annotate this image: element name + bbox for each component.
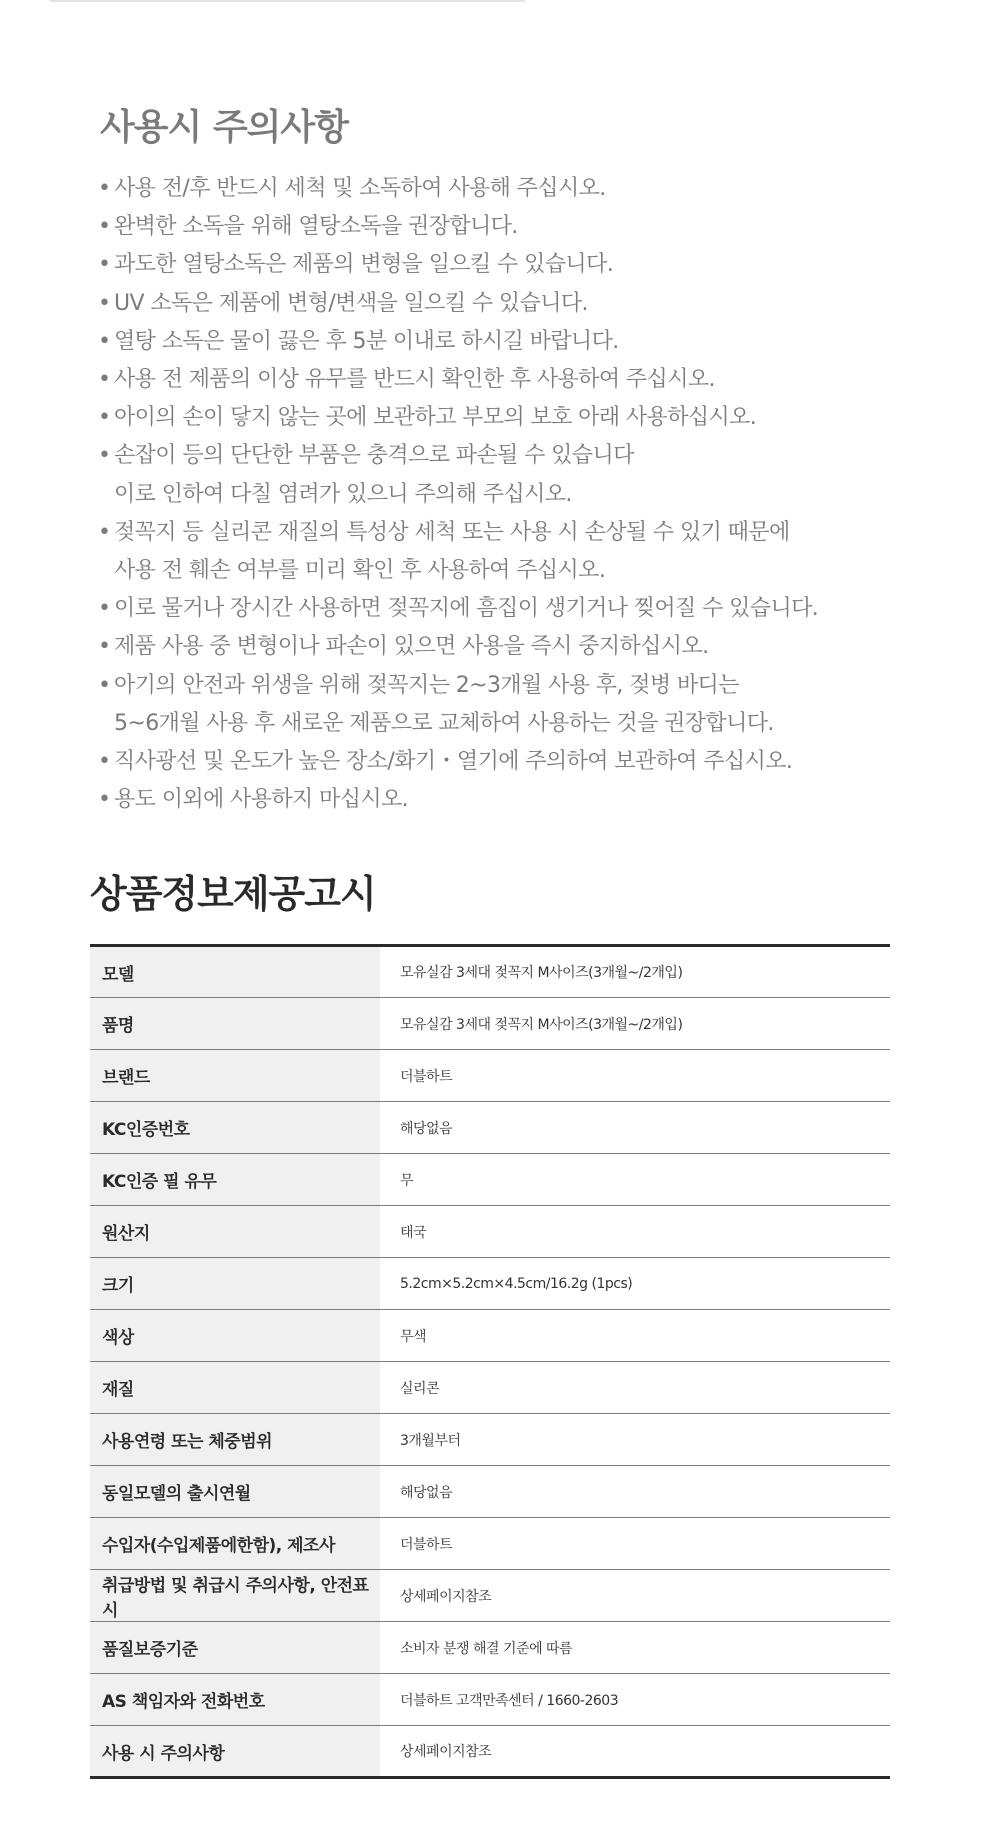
caution-item-text-continued: 이로 인하여 다칠 염려가 있으니 주의해 주십시오. — [114, 481, 572, 507]
table-row — [90, 998, 890, 1050]
row-value: 모유실감 3세대 젖꼭지 M사이즈(3개월~/2개입) — [400, 965, 683, 981]
row-value: 모유실감 3세대 젖꼭지 M사이즈(3개월~/2개입) — [380, 998, 890, 1050]
caution-item — [98, 170, 958, 208]
caution-item — [98, 667, 958, 743]
table-row — [90, 1050, 890, 1102]
caution-item-text: 직사광선 및 온도가 높은 장소/화기・열기에 주의하여 보관하여 주십시오. — [114, 749, 793, 775]
bullet-icon: • — [98, 443, 111, 469]
caution-title: 사용시 주의사항 — [100, 107, 348, 148]
caution-item — [98, 781, 958, 819]
bullet-icon: • — [98, 596, 111, 622]
caution-item-text: 제품 사용 중 변형이나 파손이 있으면 사용을 즉시 중지하십시오. — [114, 634, 709, 660]
table-row — [90, 1362, 890, 1414]
caution-item — [98, 590, 958, 628]
bullet-icon: • — [98, 367, 111, 393]
bullet-icon: • — [98, 672, 111, 698]
row-label: 사용연령 또는 체중범위 — [90, 1414, 380, 1466]
caution-item-text: 사용 전 제품의 이상 유무를 반드시 확인한 후 사용하여 주십시오. — [114, 367, 715, 393]
caution-item — [98, 323, 958, 361]
bullet-icon: • — [98, 252, 111, 278]
table-row — [90, 1518, 890, 1570]
caution-item-text: 열탕 소독은 물이 끓은 후 5분 이내로 하시길 바랍니다. — [114, 328, 619, 354]
row-label: 재질 — [90, 1362, 380, 1414]
row-value: 더블하트 고객만족센터 / 1660-2603 — [380, 1674, 890, 1726]
caution-list — [98, 170, 958, 819]
table-row — [90, 1206, 890, 1258]
caution-item — [98, 285, 958, 323]
row-value: 3개월부터 — [380, 1414, 890, 1466]
bullet-icon: • — [98, 405, 111, 431]
row-value: 무 — [380, 1154, 890, 1206]
row-value: 해당없음 — [380, 1466, 890, 1518]
row-value: 상세페이지참조 — [380, 1570, 890, 1622]
table-row — [90, 1622, 890, 1674]
caution-item — [98, 361, 958, 399]
row-label: 수입자(수입제품에한함), 제조사 — [90, 1518, 380, 1570]
table-row — [90, 1258, 890, 1310]
caution-item — [98, 246, 958, 284]
table-row — [90, 1154, 890, 1206]
row-value: 해당없음 — [380, 1102, 890, 1154]
row-label: 브랜드 — [90, 1050, 380, 1102]
caution-item-text: 완벽한 소독을 위해 열탕소독을 권장합니다. — [114, 214, 518, 240]
row-value: 더블하트 — [380, 1050, 890, 1102]
row-label: 색상 — [90, 1310, 380, 1362]
row-label: 모델 — [90, 946, 380, 998]
table-row — [90, 1726, 890, 1778]
caution-item — [98, 437, 958, 513]
caution-item — [98, 399, 958, 437]
table-row — [90, 1570, 890, 1622]
product-info-title: 상품정보제공고시 — [90, 872, 376, 916]
caution-item-text: 이로 물거나 장시간 사용하면 젖꼭지에 흠집이 생기거나 찢어질 수 있습니다. — [114, 596, 819, 622]
row-label: 사용 시 주의사항 — [90, 1726, 380, 1778]
row-label: KC인증 필 유무 — [90, 1154, 380, 1206]
caution-item-text: 아이의 손이 닿지 않는 곳에 보관하고 부모의 보호 아래 사용하십시오. — [114, 405, 757, 431]
table-row — [90, 1674, 890, 1726]
bullet-icon: • — [98, 328, 111, 354]
row-value: 실리콘 — [380, 1362, 890, 1414]
product-info-table — [90, 944, 890, 1779]
row-value: 태국 — [380, 1206, 890, 1258]
row-label: 취급방법 및 취급시 주의사항, 안전표시 — [90, 1570, 380, 1622]
caution-item-text: UV 소독은 제품에 변형/변색을 일으킬 수 있습니다. — [114, 290, 588, 316]
caution-item — [98, 628, 958, 666]
row-label: 원산지 — [90, 1206, 380, 1258]
bullet-icon: • — [98, 634, 111, 660]
row-value: 소비자 분쟁 해결 기준에 따름 — [380, 1622, 890, 1674]
caution-item — [98, 743, 958, 781]
row-label: 품질보증기준 — [90, 1622, 380, 1674]
caution-item-text: 과도한 열탕소독은 제품의 변형을 일으킬 수 있습니다. — [114, 252, 614, 278]
caution-item-text: 손잡이 등의 단단한 부품은 충격으로 파손될 수 있습니다 — [114, 443, 634, 469]
table-row — [90, 946, 890, 998]
row-label: 동일모델의 출시연월 — [90, 1466, 380, 1518]
row-label: 크기 — [90, 1258, 380, 1310]
caution-item-text: 젖꼭지 등 실리콘 재질의 특성상 세척 또는 사용 시 손상될 수 있기 때문에 — [114, 519, 790, 545]
caution-item-text: 용도 이외에 사용하지 마십시오. — [114, 787, 409, 813]
bullet-icon: • — [98, 214, 111, 240]
row-value: 무색 — [380, 1310, 890, 1362]
table-row — [90, 1310, 890, 1362]
row-label: AS 책임자와 전화번호 — [90, 1674, 380, 1726]
row-value: 5.2cm×5.2cm×4.5cm/16.2g (1pcs) — [380, 1258, 890, 1310]
caution-item — [98, 514, 958, 590]
bullet-icon: • — [98, 290, 111, 316]
bullet-icon: • — [98, 787, 111, 813]
caution-item-text-continued: 5~6개월 사용 후 새로운 제품으로 교체하여 사용하는 것을 권장합니다. — [114, 710, 774, 736]
caution-item — [98, 208, 958, 246]
caution-item-text-continued: 사용 전 훼손 여부를 미리 확인 후 사용하여 주십시오. — [114, 558, 606, 584]
table-row — [90, 1414, 890, 1466]
bullet-icon: • — [98, 519, 111, 545]
table-row — [90, 1466, 890, 1518]
bullet-icon: • — [98, 176, 111, 201]
table-row — [90, 1102, 890, 1154]
caution-item-text: 아기의 안전과 위생을 위해 젖꼭지는 2~3개월 사용 후, 젖병 바디는 — [114, 672, 739, 698]
row-value: 더블하트 — [380, 1518, 890, 1570]
bullet-icon: • — [98, 749, 111, 775]
caution-item-text: 사용 전/후 반드시 세척 및 소독하여 사용해 주십시오. — [114, 176, 606, 201]
row-label: KC인증번호 — [90, 1102, 380, 1154]
top-divider — [50, 0, 525, 2]
row-label: 품명 — [90, 998, 380, 1050]
row-value: 상세페이지참조 — [380, 1726, 890, 1778]
